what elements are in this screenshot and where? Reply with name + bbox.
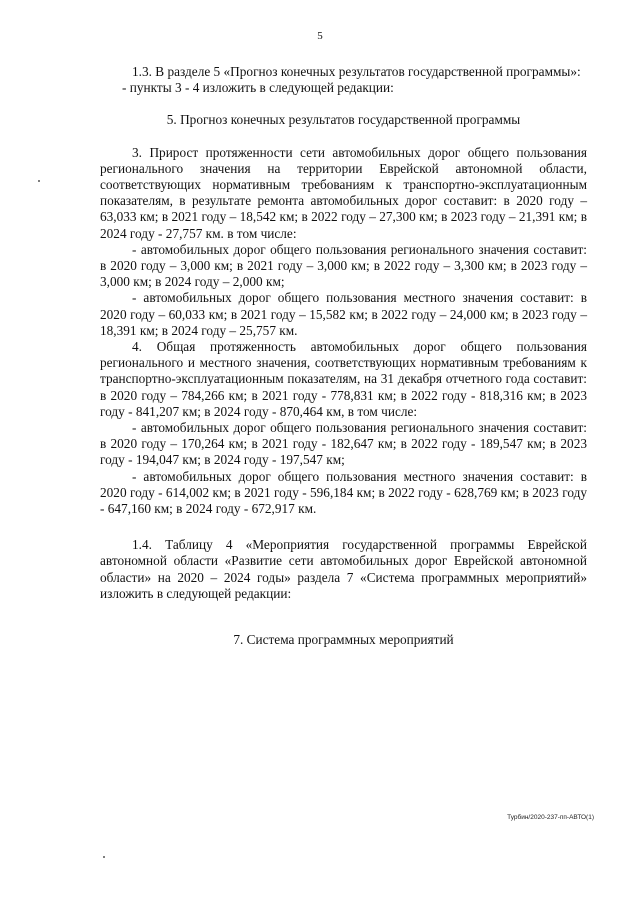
paragraph-item-4: 4. Общая протяженность автомобильных дорог общего пользования регионального и местного значения, соответствующих нормативным требованиям к транспортно-эксплуатационным показателям, на 31 декабря отчетного года составит: в 2020 году – 784,266 км; в 2021 году - 778,831 км; в 2022 году - 818,316 км; в 2023 году - 841,207 км; в 2024 году - 870,464 км, в том числе: <box>100 339 587 419</box>
section-heading-7: 7. Система программных мероприятий <box>233 632 454 648</box>
paragraph-section-1-4: 1.4. Таблицу 4 «Мероприятия государственной программы Еврейской автономной области «Развитие сети автомобильных дорог Еврейской автономной области» на 2020 – 2024 годы» раздела 7 «Система программных мероприятий» изложить в следующей редакции: <box>100 537 587 601</box>
paragraph-regional-roads-total: - автомобильных дорог общего пользования регионального значения составит: в 2020 году – 170,264 км; в 2021 году - 182,647 км; в 2022 году - 189,547 км; в 2023 году - 194,047 км; в 2024 году - 197,547 км; <box>100 420 587 468</box>
document-body <box>100 64 587 648</box>
paragraph-regional-roads-growth: - автомобильных дорог общего пользования регионального значения составит: в 2020 году – 3,000 км; в 2021 году – 3,000 км; в 2022 году – 3,300 км; в 2023 году – 3,000 км; в 2024 году – 2,000 км; <box>100 241 587 290</box>
paragraph-local-roads-growth: - автомобильных дорог общего пользования местного значения составит: в 2020 году – 60,033 км; в 2021 году – 15,582 км; в 2022 году – 24,000 км; в 2023 году – 18,391 км; в 2024 году – 25,757 км. <box>100 290 587 338</box>
paragraph-section-1-3: 1.3. В разделе 5 «Прогноз конечных результатов государственной программы»: <box>132 64 581 79</box>
paragraph-items-instruction: - пункты 3 - 4 изложить в следующей редакции: <box>122 80 394 96</box>
section-heading-5: 5. Прогноз конечных результатов государственной программы <box>166 112 521 128</box>
scan-speck <box>38 180 40 182</box>
document-reference: Турбин/2020-237-пп-АВТО(1) <box>507 814 594 821</box>
paragraph-local-roads-total: - автомобильных дорог общего пользования местного значения составит: в 2020 году - 614,002 км; в 2021 году - 596,184 км; в 2022 году - 628,769 км; в 2023 году - 647,160 км; в 2024 году - 672,917 км. <box>100 468 587 517</box>
paragraph-item-3: 3. Прирост протяженности сети автомобильных дорог общего пользования регионального значения на территории Еврейской автономной области, соответствующих нормативным требованиям к транспортно-эксплуатационным показателям, в результате ремонта автомобильных дорог составит: в 2020 году – 63,033 км; в 2021 году – 18,542 км; в 2022 году – 27,300 км; в 2023 году – 21,391 км; в 2024 году - 27,757 км. в том числе: <box>100 144 587 241</box>
page-number: 5 <box>317 30 323 42</box>
scan-speck <box>103 856 105 858</box>
